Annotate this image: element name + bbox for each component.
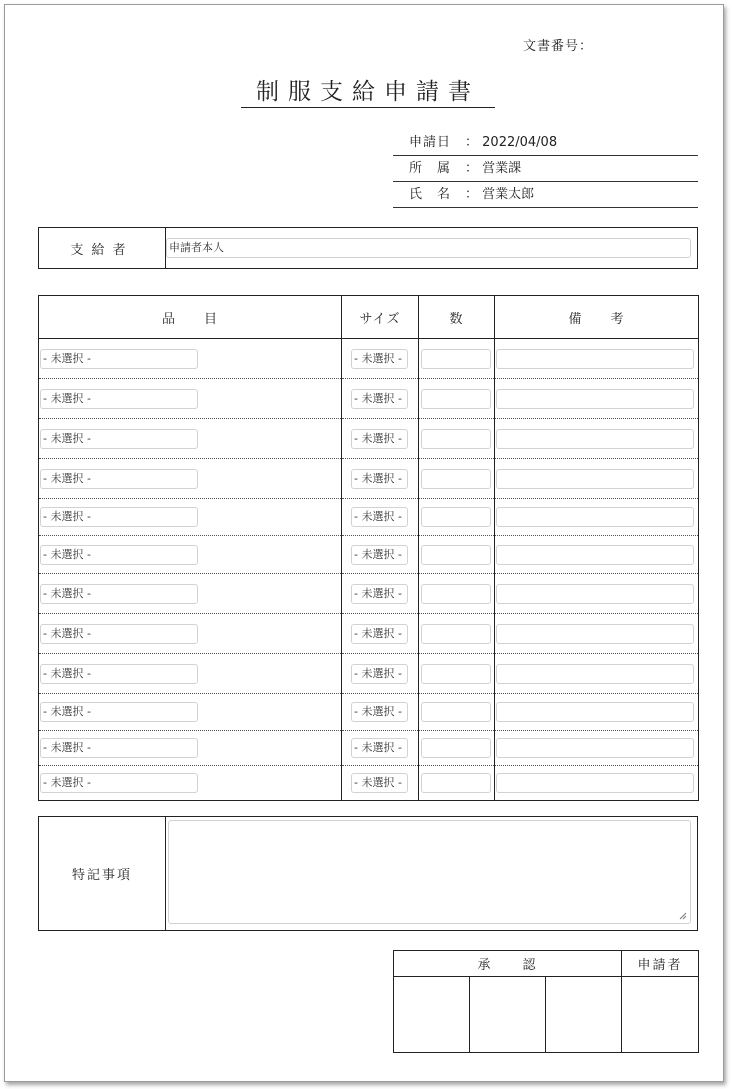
applicant-label: 申請者 <box>622 951 699 977</box>
item-select[interactable]: - 未選択 - <box>40 507 198 527</box>
qty-input[interactable] <box>421 429 491 449</box>
size-cell <box>342 574 419 614</box>
size-cell <box>342 459 419 499</box>
header-note: 備 考 <box>495 296 699 339</box>
qty-cell <box>419 766 495 801</box>
items-header-row <box>39 296 699 339</box>
supplier-label: 支給者 <box>39 228 166 268</box>
approval-stamp-box <box>394 977 470 1053</box>
qty-input[interactable] <box>421 469 491 489</box>
note-cell <box>495 536 699 574</box>
table-row <box>39 694 699 731</box>
table-row <box>39 731 699 766</box>
size-select[interactable]: - 未選択 - <box>351 738 408 758</box>
note-cell <box>495 654 699 694</box>
table-row <box>39 574 699 614</box>
item-select[interactable]: - 未選択 - <box>40 389 198 409</box>
document-page <box>4 4 724 1082</box>
qty-cell <box>419 536 495 574</box>
note-input[interactable] <box>496 738 694 758</box>
size-cell <box>342 654 419 694</box>
items-body <box>39 339 699 801</box>
meta-name-value: 営業太郎 <box>482 187 535 202</box>
qty-cell <box>419 379 495 419</box>
note-cell <box>495 419 699 459</box>
approval-stamp-box <box>470 977 546 1053</box>
qty-input[interactable] <box>421 545 491 565</box>
size-select[interactable]: - 未選択 - <box>351 664 408 684</box>
item-cell <box>39 654 342 694</box>
qty-cell <box>419 614 495 654</box>
note-cell <box>495 339 699 379</box>
supplier-section <box>38 227 698 269</box>
table-row <box>39 379 699 419</box>
size-select[interactable]: - 未選択 - <box>351 429 408 449</box>
meta-department-label: 所 属 <box>409 161 452 176</box>
note-input[interactable] <box>496 545 694 565</box>
notes-label: 特記事項 <box>39 817 166 930</box>
qty-input[interactable] <box>421 773 491 793</box>
approval-table <box>393 950 699 1053</box>
item-cell <box>39 731 342 766</box>
note-input[interactable] <box>496 507 694 527</box>
qty-input[interactable] <box>421 507 491 527</box>
note-input[interactable] <box>496 624 694 644</box>
item-select[interactable]: - 未選択 - <box>40 429 198 449</box>
qty-cell <box>419 731 495 766</box>
note-input[interactable] <box>496 389 694 409</box>
item-cell <box>39 339 342 379</box>
item-select[interactable]: - 未選択 - <box>40 469 198 489</box>
size-select[interactable]: - 未選択 - <box>351 389 408 409</box>
item-cell <box>39 459 342 499</box>
note-cell <box>495 459 699 499</box>
qty-cell <box>419 694 495 731</box>
item-select[interactable]: - 未選択 - <box>40 738 198 758</box>
note-input[interactable] <box>496 429 694 449</box>
table-row <box>39 536 699 574</box>
size-cell <box>342 694 419 731</box>
size-cell <box>342 731 419 766</box>
note-cell <box>495 694 699 731</box>
note-input[interactable] <box>496 773 694 793</box>
notes-section <box>38 816 698 931</box>
item-select[interactable]: - 未選択 - <box>40 773 198 793</box>
table-row <box>39 654 699 694</box>
qty-cell <box>419 339 495 379</box>
table-row <box>39 339 699 379</box>
header-size: サイズ <box>342 296 419 339</box>
meta-department-row <box>393 157 698 182</box>
item-select[interactable]: - 未選択 - <box>40 664 198 684</box>
size-select[interactable]: - 未選択 - <box>351 624 408 644</box>
header-qty: 数 <box>419 296 495 339</box>
size-cell <box>342 499 419 536</box>
meta-sep: ： <box>465 187 479 202</box>
table-row <box>39 459 699 499</box>
size-select[interactable]: - 未選択 - <box>351 507 408 527</box>
qty-cell <box>419 499 495 536</box>
table-row <box>39 766 699 801</box>
size-select[interactable]: - 未選択 - <box>351 545 408 565</box>
note-cell <box>495 614 699 654</box>
size-cell <box>342 536 419 574</box>
item-cell <box>39 379 342 419</box>
item-select[interactable]: - 未選択 - <box>40 584 198 604</box>
size-cell <box>342 766 419 801</box>
doc-number-label: 文書番号： <box>523 39 594 54</box>
item-cell <box>39 536 342 574</box>
item-cell <box>39 766 342 801</box>
qty-input[interactable] <box>421 624 491 644</box>
meta-name-row <box>393 183 698 208</box>
note-input[interactable] <box>496 664 694 684</box>
size-select[interactable]: - 未選択 - <box>351 349 408 369</box>
table-row <box>39 419 699 459</box>
qty-cell <box>419 419 495 459</box>
note-cell <box>495 499 699 536</box>
items-table <box>38 295 699 801</box>
qty-input[interactable] <box>421 389 491 409</box>
approval-stamp-box <box>546 977 622 1053</box>
size-select[interactable]: - 未選択 - <box>351 773 408 793</box>
supplier-select[interactable]: 申請者本人 <box>166 238 691 258</box>
size-cell <box>342 614 419 654</box>
resize-handle-icon[interactable] <box>679 912 687 920</box>
item-select[interactable]: - 未選択 - <box>40 545 198 565</box>
note-cell <box>495 766 699 801</box>
meta-sep: ： <box>465 135 479 150</box>
qty-input[interactable] <box>421 702 491 722</box>
qty-input[interactable] <box>421 584 491 604</box>
size-select[interactable]: - 未選択 - <box>351 469 408 489</box>
header-item: 品 目 <box>39 296 342 339</box>
note-input[interactable] <box>496 584 694 604</box>
size-cell <box>342 339 419 379</box>
meta-date-label: 申請日 <box>409 135 452 150</box>
qty-input[interactable] <box>421 738 491 758</box>
item-cell <box>39 499 342 536</box>
meta-department-value: 営業課 <box>482 161 522 176</box>
item-select[interactable]: - 未選択 - <box>40 349 198 369</box>
table-row <box>39 499 699 536</box>
item-cell <box>39 574 342 614</box>
note-cell <box>495 574 699 614</box>
meta-name-label: 氏 名 <box>409 187 452 202</box>
qty-cell <box>419 459 495 499</box>
meta-date-row <box>393 131 698 156</box>
note-cell <box>495 379 699 419</box>
note-input[interactable] <box>496 349 694 369</box>
note-input[interactable] <box>496 469 694 489</box>
approval-label: 承 認 <box>394 951 622 977</box>
qty-cell <box>419 654 495 694</box>
qty-input[interactable] <box>421 349 491 369</box>
item-cell <box>39 694 342 731</box>
item-cell <box>39 614 342 654</box>
note-input[interactable] <box>496 702 694 722</box>
qty-input[interactable] <box>421 664 491 684</box>
size-cell <box>342 419 419 459</box>
notes-textarea[interactable] <box>168 820 691 924</box>
size-select[interactable]: - 未選択 - <box>351 702 408 722</box>
size-select[interactable]: - 未選択 - <box>351 584 408 604</box>
table-row <box>39 614 699 654</box>
size-cell <box>342 379 419 419</box>
item-select[interactable]: - 未選択 - <box>40 624 198 644</box>
item-cell <box>39 419 342 459</box>
meta-sep: ： <box>465 161 479 176</box>
page-title: 制服支給申請書 <box>241 73 495 108</box>
applicant-stamp-box <box>622 977 699 1053</box>
note-cell <box>495 731 699 766</box>
meta-date-value: 2022/04/08 <box>482 135 558 150</box>
item-select[interactable]: - 未選択 - <box>40 702 198 722</box>
qty-cell <box>419 574 495 614</box>
